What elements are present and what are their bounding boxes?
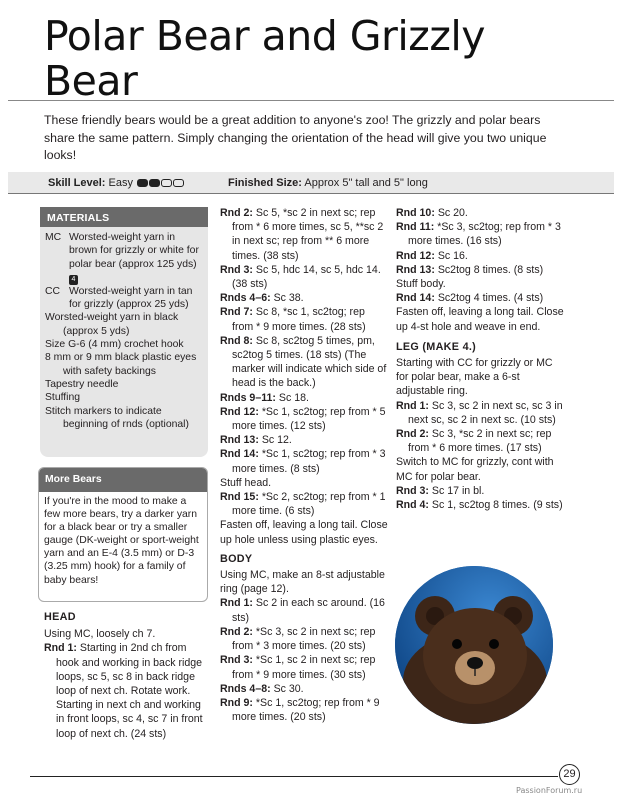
more-bears-heading: More Bears bbox=[39, 468, 207, 492]
skill-level-meter bbox=[137, 179, 184, 187]
watermark: PassionForum.ru bbox=[516, 786, 583, 795]
pattern-row: Rnd 14: Sc2tog 4 times. (4 sts) bbox=[396, 292, 544, 305]
materials-item: Worsted-weight yarn in black (approx 5 yds) bbox=[45, 312, 179, 337]
pattern-row: Rnd 7: Sc 8, *sc 1, sc2tog; rep from * 9 more times. (28 sts) bbox=[220, 306, 366, 333]
pattern-row: Rnd 1: Sc 2 in each sc around. (16 sts) bbox=[220, 597, 385, 624]
pattern-row: Rnds 4–8: Sc 30. bbox=[220, 682, 304, 695]
page-number: 29 bbox=[559, 764, 580, 785]
materials-item: Tapestry needle bbox=[45, 378, 119, 390]
pattern-row: Rnd 13: Sc2tog 8 times. (8 sts) bbox=[396, 263, 544, 276]
head-intro: Using MC, loosely ch 7. bbox=[44, 628, 156, 641]
skill-level-box bbox=[137, 179, 148, 187]
body-heading: BODY bbox=[220, 552, 253, 565]
materials-item: Size G-6 (4 mm) crochet hook bbox=[45, 339, 184, 351]
grizzly-bear-photo bbox=[395, 566, 553, 724]
pattern-row: Rnds 9–11: Sc 18. bbox=[220, 391, 309, 404]
bear-illustration bbox=[395, 566, 553, 724]
more-bears-text: If you're in the mood to make a few more bears, try a darker yarn for a black bear or try a smaller gauge (DK-weight or sport-weight yarn and an E-4 (3.5 mm) or D-3 (3.25 mm) hook) for a family of baby bears! bbox=[44, 496, 199, 586]
head-section-part1 bbox=[44, 610, 208, 741]
pattern-row: Rnd 2: Sc 3, *sc 2 in next sc; rep from * 6 more times. (17 sts) bbox=[396, 428, 552, 455]
pattern-row: Rnd 3: *Sc 1, sc 2 in next sc; rep from * 9 more times. (30 sts) bbox=[220, 654, 376, 681]
materials-item: 8 mm or 9 mm black plastic eyes with safety backings bbox=[45, 352, 197, 377]
pattern-row: Rnd 12: Sc 16. bbox=[396, 249, 468, 262]
pattern-row: Rnd 12: *Sc 1, sc2tog; rep from * 5 more times. (12 sts) bbox=[220, 405, 386, 433]
materials-mc: MC Worsted-weight yarn in brown for grizzly or white for polar bear (approx 125 yds) 4 bbox=[45, 232, 199, 283]
more-bears-box bbox=[38, 467, 208, 602]
pattern-row: Rnd 2: Sc 5, *sc 2 in next sc; rep from * 6 more times, sc 5, **sc 2 in next sc; rep from ** 6 more times. (38 sts) bbox=[220, 207, 384, 262]
skill-level-bar bbox=[8, 172, 614, 194]
pattern-row: Rnd 1: Sc 3, sc 2 in next sc, sc 3 in next sc, sc 2 in next sc. (10 sts) bbox=[396, 399, 563, 426]
skill-level-box bbox=[161, 179, 172, 187]
pattern-row: Rnd 3: Sc 5, hdc 14, sc 5, hdc 14. (38 sts) bbox=[220, 263, 381, 291]
body-intro: Using MC, make an 8-st adjustable ring (page 12). bbox=[220, 569, 385, 596]
pattern-row: Rnd 3: Sc 17 in bl. bbox=[396, 484, 485, 497]
intro-paragraph: These friendly bears would be a great addition to anyone's zoo! The grizzly and polar bears share the same pattern. Simply changing the orientation of the head will give you two unique looks! bbox=[44, 113, 547, 162]
materials-heading: MATERIALS bbox=[40, 207, 208, 227]
head-heading: HEAD bbox=[44, 611, 76, 623]
pattern-row: Rnds 4–6: Sc 38. bbox=[220, 292, 304, 305]
pattern-row: Rnd 2: *Sc 3, sc 2 in next sc; rep from * 3 more times. (20 sts) bbox=[220, 625, 376, 653]
pattern-row: Rnd 13: Sc 12. bbox=[220, 434, 292, 447]
pattern-note: Stuff body. bbox=[396, 278, 446, 291]
pattern-row: Rnd 9: *Sc 1, sc2tog; rep from * 9 more times. (20 sts) bbox=[220, 696, 380, 724]
materials-cc: CC Worsted-weight yarn in tan for grizzly (approx 25 yds) bbox=[45, 285, 193, 311]
pattern-note: Fasten off, leaving a long tail. Close up 4-st hole and weave in end. bbox=[396, 306, 564, 333]
pattern-row: Rnd 1: Starting in 2nd ch from hook and working in back ridge loops, sc 5, sc 8 in back ridge loop of next ch. Rotate work. Starting in next ch and working in front loops, sc 4, sc 7 in front loop of next ch. (24 sts) bbox=[44, 642, 203, 740]
pattern-note: Fasten off, leaving a long tail. Close up hole unless using plastic eyes. bbox=[220, 519, 388, 546]
pattern-row: Rnd 4: Sc 1, sc2tog 8 times. (9 sts) bbox=[396, 499, 563, 512]
materials-list bbox=[40, 227, 208, 431]
footer-divider bbox=[30, 776, 558, 777]
pattern-row: Rnd 11: *Sc 3, sc2tog; rep from * 3 more times. (16 sts) bbox=[396, 221, 561, 248]
pattern-row: Rnd 10: Sc 20. bbox=[396, 207, 468, 219]
pattern-row: Rnd 15: *Sc 2, sc2tog; rep from * 1 more time. (6 sts) bbox=[220, 491, 386, 518]
materials-item: Stitch markers to indicate beginning of rnds (optional) bbox=[45, 405, 189, 430]
skill-level-box bbox=[173, 179, 184, 187]
page-title: Polar Bear and Grizzly Bear bbox=[44, 12, 486, 105]
leg-heading: LEG (MAKE 4.) bbox=[396, 340, 477, 353]
head-section-part2 bbox=[220, 206, 388, 724]
finished-size-text: Finished Size: Approx 5" tall and 5" long bbox=[228, 177, 428, 189]
leg-intro: Starting with CC for grizzly or MC for polar bear, make a 6-st adjustable ring. bbox=[396, 357, 553, 398]
skill-level-box bbox=[149, 179, 160, 187]
materials-box bbox=[40, 207, 208, 457]
pattern-note: Switch to MC for grizzly, cont with MC for polar bear. bbox=[396, 456, 554, 483]
materials-item: Stuffing bbox=[45, 392, 81, 404]
body-section-part2 bbox=[396, 206, 564, 512]
yarn-weight-icon: 4 bbox=[69, 275, 78, 285]
title-divider bbox=[8, 100, 614, 101]
skill-level-text: Skill Level: Easy bbox=[48, 177, 134, 189]
pattern-row: Rnd 8: Sc 8, sc2tog 5 times, pm, sc2tog 5 times. (18 sts) (The marker will indicate which side of head is the back.) bbox=[220, 334, 387, 390]
pattern-row: Rnd 14: *Sc 1, sc2tog; rep from * 3 more times. (8 sts) bbox=[220, 448, 386, 475]
pattern-note: Stuff head. bbox=[220, 476, 272, 489]
